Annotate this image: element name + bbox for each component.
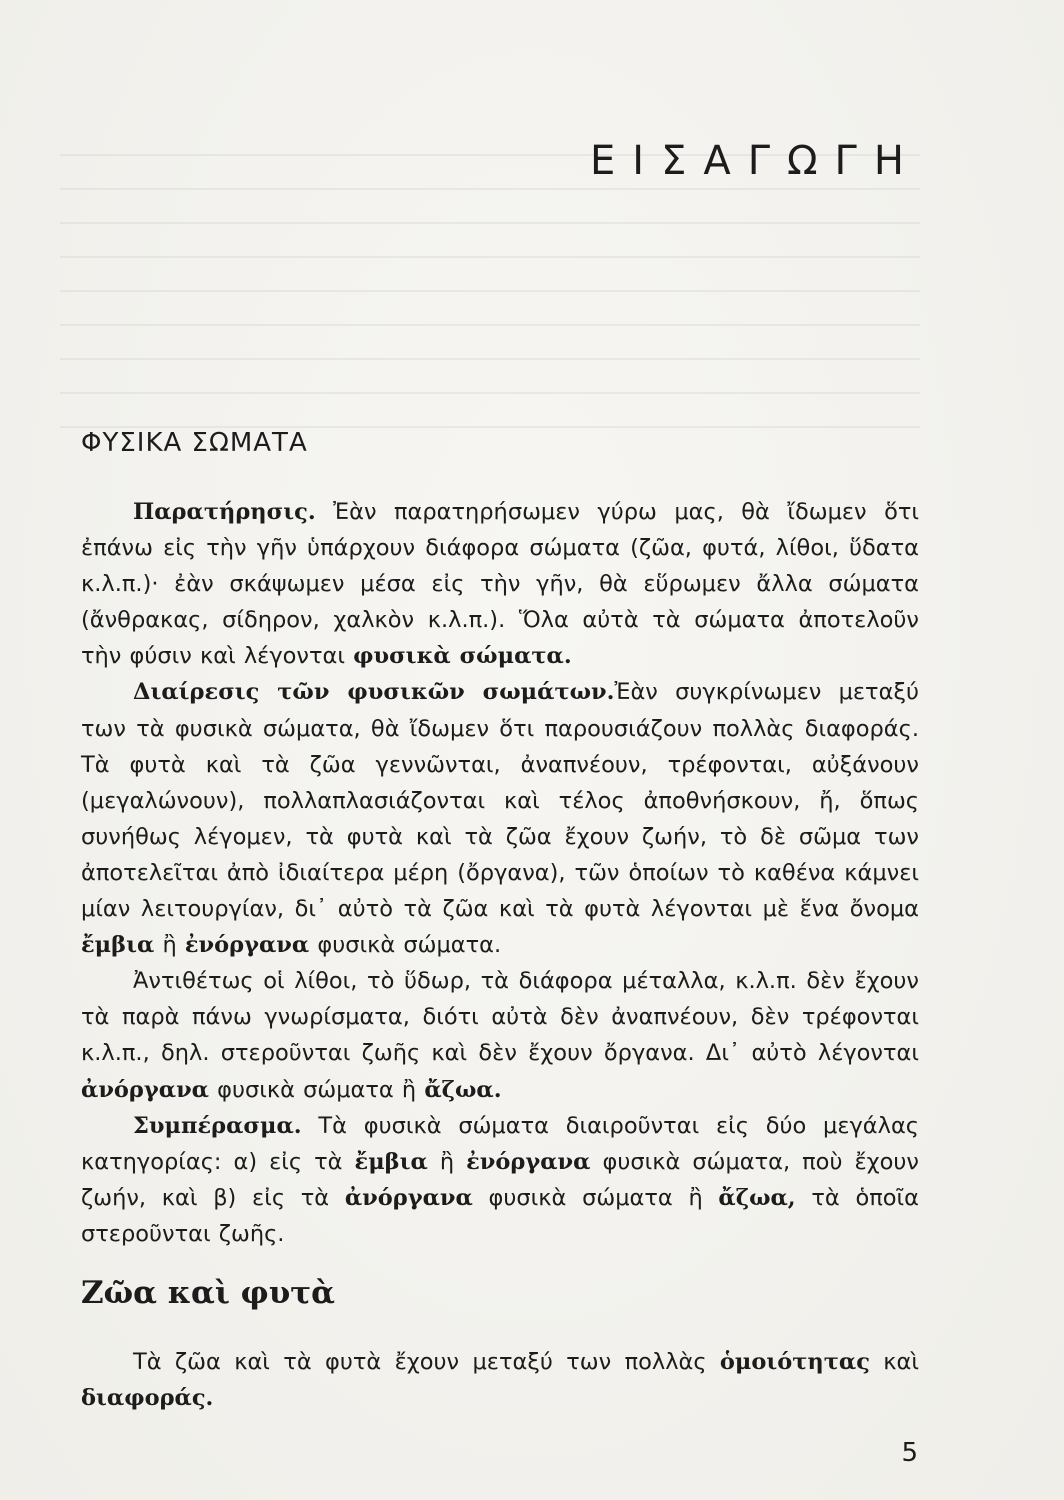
subheading: Ζῶα καὶ φυτὰ (81, 1275, 335, 1311)
text-run: φυσικὰ σώματα, ποὺ ἔχουν ζωήν, καὶ β) εἰς τὰ (81, 1148, 919, 1211)
text-run: Ἐὰν συγκρίνωμεν μεταξύ των τὰ φυσικὰ σώματα, θὰ ἴδωμεν ὅτι παρουσιάζουν πολλὰς διαφοράς. Τὰ φυτὰ καὶ τὰ ζῶα γεννῶνται, ἀναπνέουν, τρέφονται, αὐξάνουν (μεγαλώνουν), πολλαπλασιάζονται καὶ τέλος ἀποθνήσκουν, ἤ, ὅπως συνήθως λέγομεν, τὰ φυτὰ καὶ τὰ ζῶα ἔχουν ζωήν, τὸ δὲ σῶμα των ἀποτελεῖται ἀπὸ ἰδιαίτερα μέρη (ὄργανα), τῶν ὁποίων τὸ καθένα κάμνει μίαν λειτουργίαν, δι᾽ αὐτὸ τὰ ζῶα καὶ τὰ φυτὰ λέγονται μὲ ἕνα ὄνομα (81, 679, 920, 923)
page-number: 5 (901, 1438, 918, 1468)
text-run: Ἀντιθέτως οἱ λίθοι, τὸ ὕδωρ, τὰ διάφορα μέταλλα, κ.λ.π. δὲν ἔχουν τὰ παρὰ πάνω γνωρίσματα, διότι αὐτὰ δὲν ἀναπνέουν, δὲν τρέφονται κ.λ.π., δηλ. στεροῦνται ζωῆς καὶ δὲν ἔχουν ὄργανα. Δι᾽ αὐτὸ λέγονται (81, 968, 919, 1067)
bold-term: ἔμβια (354, 1148, 428, 1175)
chapter-title: ΕΙΣΑΓΩΓΗ (590, 138, 921, 184)
paragraph-lead: Διαίρεσις τῶν φυσικῶν σωμάτων. (133, 679, 615, 706)
body-text-2 (81, 1344, 919, 1416)
section-title: ΦΥΣΙΚΑ ΣΩΜΑΤΑ (81, 428, 308, 458)
paragraph-lead: Συμπέρασμα. (133, 1112, 302, 1139)
text-run: φυσικὰ σώματα ἢ (472, 1184, 719, 1211)
bold-term: ἄζωα, (718, 1184, 796, 1211)
text-run: ἢ (154, 932, 185, 959)
text-run: φυσικὰ σώματα. (309, 932, 502, 959)
text-run: ἢ (427, 1148, 467, 1175)
bold-term: ὁμοιότητας (719, 1349, 870, 1375)
text-run: καὶ (869, 1349, 920, 1375)
bold-term: ἔμβια (81, 932, 155, 959)
bold-term: διαφοράς. (81, 1385, 214, 1412)
text-run: Τὰ φυσικὰ σώματα διαιροῦνται εἰς δύο μεγάλας κατηγορίας: α) εἰς τὰ (81, 1112, 919, 1175)
bold-term: ἐνόργανα (184, 932, 310, 959)
text-run: Τὰ ζῶα καὶ τὰ φυτὰ ἔχουν μεταξύ των πολλὰς (133, 1349, 720, 1375)
paragraph-conclusion (81, 1108, 919, 1252)
text-run: τὰ ὁποῖα στεροῦνται ζωῆς. (81, 1184, 919, 1247)
bold-term: ἄζωα. (424, 1076, 502, 1103)
paragraph-inorganic (81, 963, 919, 1107)
paragraph-lead: Παρατήρησις. (133, 499, 316, 525)
body-text (81, 494, 919, 1252)
paragraph-observation (81, 494, 919, 674)
bold-term: φυσικὰ σώματα. (353, 643, 572, 670)
text-run: Ἐὰν παρατηρήσωμεν γύρω μας, θὰ ἴδωμεν ὅτι ἐπάνω εἰς τὴν γῆν ὑπάρχουν διάφορα σώματα (ζῶα, φυτά, λίθοι, ὕδατα κ.λ.π.)· ἐὰν σκάψωμεν μέσα εἰς τὴν γῆν, θὰ εὕρωμεν ἄλλα σώματα (ἄνθρακας, σίδηρον, χαλκὸν κ.λ.π.). Ὅλα αὐτὰ τὰ σώματα ἀποτελοῦν τὴν φύσιν καὶ λέγονται (81, 499, 919, 670)
paragraph-division (81, 674, 919, 963)
text-run: φυσικὰ σώματα ἢ (209, 1076, 425, 1103)
bold-term: ἐνόργανα (466, 1148, 591, 1175)
bold-term: ἀνόργανα (81, 1076, 209, 1103)
bold-term: ἀνόργανα (344, 1184, 473, 1211)
paragraph-animals-plants (81, 1344, 919, 1416)
